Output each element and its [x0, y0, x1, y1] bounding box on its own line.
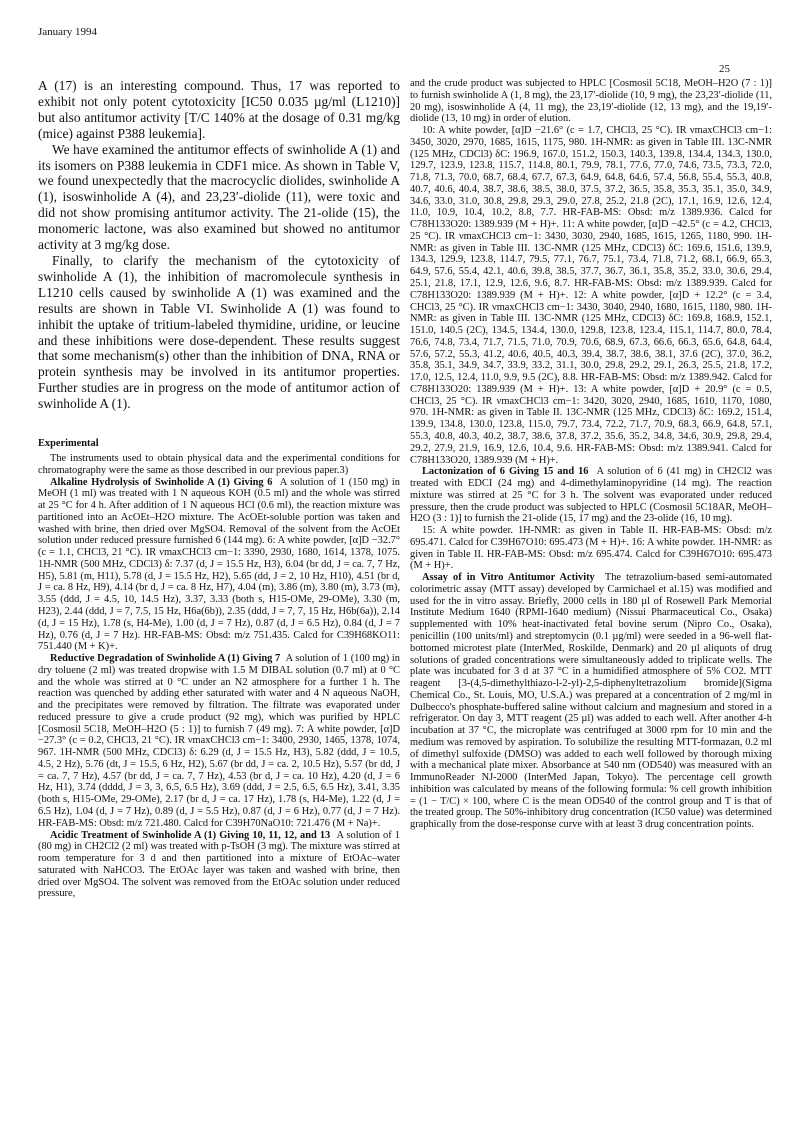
experimental-intro: The instruments used to obtain physical data and the experimental conditions for chromatography were the same as those described in our previous paper.3)	[38, 453, 400, 476]
subsection-body: A solution of 1 (150 mg) in MeOH (1 ml) was treated with 1 N aqueous KOH (0.5 ml) and the whole was stirred at 25 °C for 4 h. After addition of 1 N aqueous HCl (0.6 ml), the reaction mixture was partitioned into an AcOEt–H2O mixture. The AcOEt-soluble portion was taken and washed with brine, then dried over MgSO4. Removal of the solvent from the AcOEt solution under reduced pressure furnished 6 (144 mg). 6: A white powder, [α]D −32.7° (c = 1.1, CHCl3, 21 °C). IR νmaxCHCl3 cm−1: 3390, 2930, 1680, 1614, 1378, 1075. 1H-NMR (500 MHz, CDCl3) δ: 7.37 (d, J = 15.5 Hz, H3), 6.04 (br dd, J = ca. 7, 7 Hz, H5), 5.81 (m, H11), 5.78 (d, J = 15.5 Hz, H2), 5.65 (dd, J = 2, 10 Hz, H10), 4.51 (br d, J = ca. 8 Hz, H9), 4.14 (br d, J = ca. 8 Hz, H7), 4.04 (m), 3.86 (m), 3.80 (m), 3.73 (m), 3.55 (ddd, J = 4.5, 10, 14.5 Hz), 3.37, 3.33 (both s, H15-OMe, 29-OMe), 3.30 (m, H23), 2.44 (ddd, J = 7, 7.5, 15 Hz, H6a(6b)), 2.35 (ddd, J = 7, 7, 15 Hz, H6b(6a)), 2.14 (d, J = 15 Hz), 1.78 (s, H4-Me), 1.00 (d, J = 7 Hz), 0.87 (d, J = 6.5 Hz), 0.84 (d, J = 7 Hz), 0.76 (d, J = 7 Hz). HR-FAB-MS: Obsd: m/z 751.435. Calcd for C39H68KO11: 751.440 (M + K)+.	[38, 476, 400, 653]
section-heading-experimental: Experimental	[38, 438, 99, 450]
experimental-section	[38, 830, 400, 901]
body-paragraph: A (17) is an interesting compound. Thus, 17 was reported to exhibit not only potent cytotoxicity [IC50 0.035 µg/ml (L1210)] but also antitumor activity [T/C 140% at the dosage of 0.31 mg/kg (mice) against P388 leukemia].	[38, 78, 400, 141]
experimental-section	[410, 466, 772, 525]
subsection-body: A solution of 6 (41 mg) in CH2Cl2 was treated with EDCI (24 mg) and 4-dimethylaminopyridine (14 mg). The reaction mixture was stirred at 25 °C for 3 h. The solvent was evaporated under reduced pressure, then the crude product was subjected to HPLC (Cosmosil 5C18AR, MeOH–H2O (3 : 1)] to furnish the 21-olide (15, 17 mg) and the 23-olide (16, 10 mg).	[410, 466, 772, 525]
running-header-date: January 1994	[38, 26, 97, 38]
subsection-body: A solution of 1 (80 mg) in CH2Cl2 (2 ml) was treated with p-TsOH (3 mg). The mixture was stirred at room temperature for 3 d and then partitioned into a mixture of EtOAc–water saturated with NaHCO3. The EtOAc layer was taken and washed with brine, then dried over MgSO4. The solvent was removed from the EtOAc solution under reduced pressure,	[38, 829, 401, 900]
subsection-heading: Alkaline Hydrolysis of Swinholide A (1) Giving 6	[50, 476, 273, 488]
body-paragraph: We have examined the antitumor effects of swinholide A (1) and its isomers on P388 leukemia in CDF1 mice. As shown in Table V, we found unexpectedly that the macrocyclic diolides, swinholide A (1), isoswinholide A (4), and 23,23′-diolide (11), were toxic and did not show promising antitumor activity. The 21-olide (15), the monomeric lactone, was also examined but showed no antitumor activity at 3 mg/kg dose.	[38, 141, 400, 253]
subsection-heading: Lactonization of 6 Giving 15 and 16	[422, 466, 589, 478]
subsection-heading: Acidic Treatment of Swinholide A (1) Giving 10, 11, 12, and 13	[50, 829, 331, 841]
subsection-heading: Assay of in Vitro Antitumor Activity	[422, 572, 595, 584]
experimental-paragraph: 15: A white powder. 1H-NMR: as given in Table II. HR-FAB-MS: Obsd: m/z 695.471. Calcd for C39H67O10: 695.473 (M + H)+. 16: A white powder. 1H-NMR: as given in Table II. HR-FAB-MS: Obsd: m/z 695.474. Calcd for C39H67O10: 695.473 (M + H)+.	[410, 525, 772, 572]
page-number: 25	[719, 63, 730, 75]
right-column	[410, 78, 772, 831]
subsection-body: A solution of 1 (100 mg) in dry toluene (2 ml) was treated dropwise with 1.5 M DIBAL solution (0.7 ml) at 0 °C and the whole was stirred at 0 °C under an N2 atmosphere for a further 1 h. The reaction was quenched by adding ether saturated with water and 4 N aqueous NaOH, and the precipitates were removed by filtration. The filtrate was evaporated under reduced pressure to give a crude product (92 mg), which was purified by HPLC [Cosmosil 5C18, MeOH–H2O (5 : 1)] to furnish 7 (49 mg). 7: A white powder, [α]D −27.3° (c = 0.2, CHCl3, 21 °C). IR νmaxCHCl3 cm−1: 3400, 2930, 1465, 1378, 1074, 967. 1H-NMR (500 MHz, CDCl3) δ: 6.29 (d, J = 15.5 Hz, H3), 5.82 (ddd, J = 10.5, 4.5, 2 Hz), 5.76 (dt, J = 15.5, 6 Hz, H2), 5.67 (br dd, J = ca. 2, 10.5 Hz), 5.57 (br dd, J = ca. 7, 7 Hz), 4.57 (br dd, J = ca. 7, 7 Hz), 4.53 (br d, J = ca. 10 Hz), 4.20 (d, J = 6 Hz, H1), 3.74 (dddd, J = 3, 3, 6.5, 6.5 Hz), 3.69 (ddd, J = 2.5, 6.5, 6.5 Hz), 3.41, 3.35 (both s, H15-OMe, 29-OMe), 2.17 (br d, J = ca. 17 Hz), 1.78 (s, H4-Me), 1.22 (d, J = 6.5 Hz), 1.04 (d, J = 7 Hz), 0.89 (d, J = 5.5 Hz), 0.87 (d, J = 6 Hz), 0.77 (d, J = 7 Hz). HR-FAB-MS: Obsd: m/z 721.480. Calcd for C39H70NaO10: 721.476 (M + Na)+.	[38, 653, 400, 829]
body-paragraph: Finally, to clarify the mechanism of the cytotoxicity of swinholide A (1), the inhibition of macromolecule synthesis in L1210 cells caused by swinholide A (1) was examined and the results are shown in Table VI. Swinholide A (1) was found to inhibit the uptake of tritium-labeled thymidine, uridine, or leucine and these inhibitions were dose-dependent. These results suggest that some mechanism(s) other than the inhibition of DNA, RNA or protein synthesis may be involved in its antitumor properties. Further studies are in progress on the mode of antitumor action of swinholide A (1).	[38, 252, 400, 412]
experimental-section	[38, 653, 400, 829]
experimental-section	[38, 477, 400, 653]
subsection-heading: Reductive Degradation of Swinholide A (1) Giving 7	[50, 653, 281, 665]
experimental-section	[410, 572, 772, 831]
experimental-paragraph: 10: A white powder, [α]D −21.6° (c = 1.7, CHCl3, 25 °C). IR νmaxCHCl3 cm−1: 3450, 3020, 2970, 1685, 1615, 1175, 980. 1H-NMR: as given in Table III. 13C-NMR (125 MHz, CDCl3) δC: 196.9, 167.0, 151.2, 150.3, 140.3, 139.8, 134.4, 134.3, 130.0, 129.7, 123.9, 123.8, 115.7, 114.8, 80.1, 79.9, 78.1, 77.6, 77.0, 74.6, 73.5, 73.3, 72.0, 71.8, 71.3, 70.0, 68.7, 68.4, 67.7, 67.3, 64.9, 64.8, 64.6, 57.4, 56.8, 55.4, 55.3, 40.8, 40.7, 40.6, 40.4, 38.7, 38.6, 38.5, 38.0, 37.5, 37.2, 36.5, 35.8, 35.3, 35.1, 35.0, 34.9, 34.6, 33.0, 31.0, 30.8, 29.8, 29.3, 29.0, 27.8, 25.2, 21.8 (2C), 17.1, 16.9, 12.6, 12.4, 11.0, 10.9, 10.4, 10.2, 8.8, 7.7. HR-FAB-MS: Obsd: m/z 1389.936. Calcd for C78H133O20: 1389.939 (M + H)+. 11: A white powder, [α]D −42.5° (c = 4.2, CHCl3, 25 °C). IR νmaxCHCl3 cm−1: 3430, 3030, 2940, 1685, 1615, 1265, 1180, 990. 1H-NMR: as given in Table III. 13C-NMR (125 MHz, CDCl3) δC: 169.6, 151.6, 139.9, 134.3, 129.9, 123.8, 114.7, 79.5, 77.1, 76.7, 75.1, 73.4, 71.8, 71.2, 68.1, 66.9, 65.3, 64.9, 57.6, 55.4, 42.1, 40.6, 39.8, 38.5, 37.7, 36.7, 36.1, 35.8, 35.2, 33.0, 30.6, 29.4, 25.1, 21.8, 17.1, 12.9, 12.6, 9.6, 8.7. HR-FAB-MS: Obsd: m/z 1389.939. Calcd for C78H133O20: 1389.939 (M + H)+. 12: A white powder, [α]D + 12.2° (c = 3.4, CHCl3, 25 °C). IR νmaxCHCl3 cm−1: 3430, 3040, 2940, 1680, 1615, 1180, 980. 1H-NMR: as given in Table III. 13C-NMR (125 MHz, CDCl3) δC: 169.8, 168.9, 152.1, 151.0, 140.5 (2C), 134.5, 134.4, 130.0, 129.8, 123.8, 123.4, 115.1, 114.7, 80.0, 78.4, 76.6, 74.8, 73.4, 71.7, 71.5, 71.0, 70.9, 70.6, 68.9, 67.3, 66.6, 66.3, 65.6, 64.8, 64.4, 57.6, 57.2, 55.3, 41.2, 40.6, 40.5, 40.3, 39.4, 38.7, 38.6, 38.1, 37.6 (2C), 37.0, 36.2, 35.8, 35.1, 34.9, 34.7, 33.9, 33.2, 31.1, 30.0, 29.8, 29.2, 29.1, 26.3, 25.5, 21.8, 17.2, 17.0, 12.5, 12.4, 11.0, 9.9, 9.5 (2C), 8.8. HR-FAB-MS: Obsd: m/z 1389.942. Calcd for C78H133O20: 1389.939 (M + H)+. 13: A white powder, [α]D + 20.9° (c = 0.5, CHCl3, 25 °C). IR νmaxCHCl3 cm−1: 3420, 3020, 2940, 1685, 1610, 1170, 1080, 970. 1H-NMR: as given in Table II. 13C-NMR (125 MHz, CDCl3) δC: 169.2, 151.4, 139.9, 134.8, 130.0, 123.8, 115.0, 79.7, 73.4, 72.2, 71.7, 70.9, 68.3, 66.9, 64.8, 57.1, 55.3, 40.8, 40.3, 40.2, 38.7, 38.6, 37.8, 37.2, 35.6, 35.2, 34.8, 34.6, 30.9, 29.8, 29.4, 29.2, 27.9, 21.9, 16.9, 12.6, 10.4, 9.6. HR-FAB-MS: Obsd: m/z 1389.941. Calcd for C78H133O20, 1389.939 (M + H)+.	[410, 125, 772, 466]
left-column	[38, 78, 400, 900]
experimental-paragraph: and the crude product was subjected to HPLC [Cosmosil 5C18, MeOH–H2O (7 : 1)] to furnish swinholide A (1, 8 mg), the 23,17′-diolide (10, 9 mg), the 23,23′-diolide (11, 20 mg), isoswinholide A (4, 11 mg), the 23,19′-diolide (12, 13 mg), and the 19,19′-diolide (13, 10 mg) in order of elution.	[410, 78, 772, 125]
subsection-body: The tetrazolium-based semi-automated colorimetric assay (MTT assay) developed by Carmichael et al.15) was modified and used for the in vitro assay. Briefly, 2000 cells in 180 µl of Rosewell Park Memorial Institute Medium 1640 (RPMI-1640 medium) (Nissui Pharmaceutical Co., Osaka) supplemented with 10% heat-inactivated fetal bovine serum (Nipro Co., Osaka), penicillin (100 units/ml) and streptomycin (0.1 µg/ml) were seeded in a 96-well flat-bottomed microtest plate (InterMed, Roskilde, Denmark) and 20 µl aliquots of drug solutions of graded concentrations were simultaneously added to triplicate wells. The plate was incubated for 3 d at 37 °C in a humidified atmosphere of 5% CO2. MTT reagent [3-(4,5-dimethylthiazo-l-2-yl)-2,5-diphenyltetrazolium bromide](Sigma Chemical Co., St. Louis, MO, U.S.A.) was prepared at a concentration of 2 mg/ml in Dulbecco's phosphate-buffered saline without calcium and magnesium and stored in a refrigerator. On day 3, MTT reagent (25 µl) was added to each well. After another 4-h incubation at 37 °C, the microplate was centrifuged at 3000 rpm for 10 min and the medium was removed by aspiration. To solubilize the resulting MTT-formazan, 0.2 ml of dimethyl sulfoxide (DMSO) was added to each well followed by thorough mixing with a mechanical plate mixer. Absorbance at 540 nm (OD540) was measured with an ImmunoReader NJ-2000 (InterMed Japan, Tokyo). The percentage cell growth inhibition was calculated by means of the following formula: % cell growth inhibition = (1 − T/C) × 100, where C is the mean OD540 of the control group and T is that of the treated group. The 50%-inhibitory drug concentration (IC50 value) was determined graphically from the dose-response curve with at least 3 drug concentration points.	[410, 572, 772, 831]
